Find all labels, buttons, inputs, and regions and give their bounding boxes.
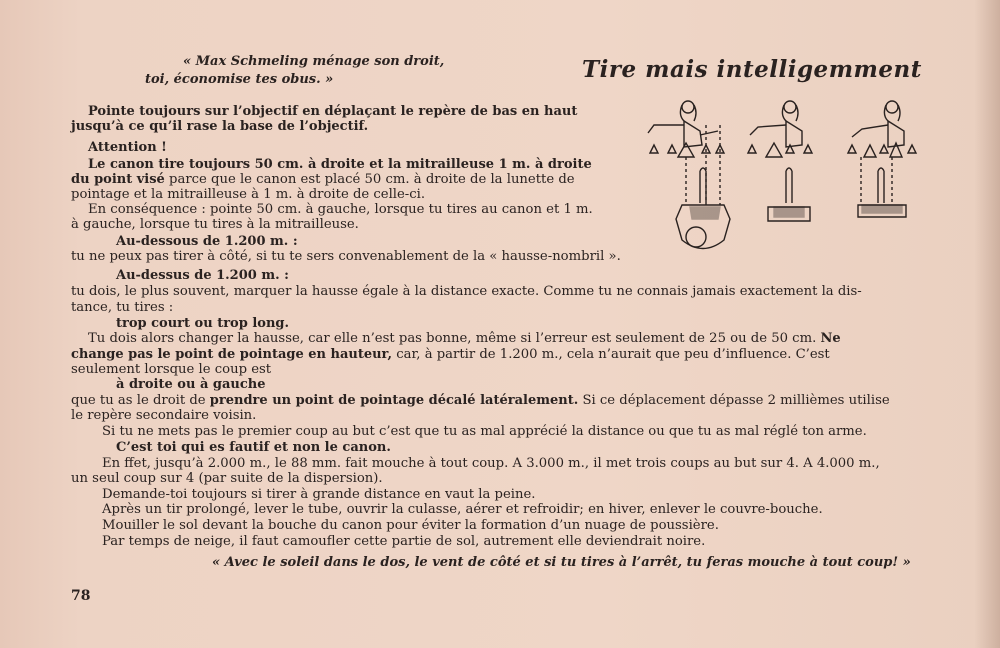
- short-long-line-1: [88, 331, 841, 346]
- paragraph-1-line-1: Pointe toujours sur l’objectif en déplaçant le repère de bas en haut: [88, 104, 578, 119]
- paragraph-2-line-2-rest: parce que le canon est placé 50 cm. à droite de la lunette de: [169, 172, 575, 187]
- paragraph-3-line-1: En conséquence : pointe 50 cm. à gauche, lorsque tu tires au canon et 1 m.: [88, 202, 593, 217]
- paragraph-3-line-2: à gauche, lorsque tu tires à la mitrailleuse.: [71, 217, 359, 232]
- opening-quote-line-2: toi, économise tes obus. »: [145, 72, 334, 87]
- fact-line-2: un seul coup sur 4 (par suite de la dispersion).: [71, 471, 383, 486]
- left-right-line-2: le repère secondaire voisin.: [71, 408, 257, 423]
- aiming-figure-1: [648, 101, 730, 249]
- closing-quote: « Avec le soleil dans le dos, le vent de côté et si tu tires à l’arrêt, tu feras mouche à tout coup! »: [212, 555, 911, 570]
- paragraph-2-line-3: pointage et la mitrailleuse à 1 m. à droite de celle-ci.: [71, 187, 426, 202]
- left-right-line-1-a: que tu as le droit de: [71, 393, 206, 408]
- attention-heading: Attention !: [88, 140, 167, 155]
- short-long-line-1-text: Tu dois alors changer la hausse, car elle n’est pas bonne, même si l’erreur est seulement de 25 ou de 50 cm.: [88, 331, 817, 346]
- short-long-line-1-bold: Ne: [820, 331, 841, 346]
- miss-line: Si tu ne mets pas le premier coup au but c’est que tu as mal apprécié la distance ou que tu as mal réglé ton arme.: [102, 424, 867, 439]
- paragraph-2-line-2: [71, 172, 575, 187]
- aiming-diagram: [640, 95, 930, 265]
- left-right-line-1: [71, 393, 890, 408]
- page-title: Tire mais intelligemment: [582, 56, 922, 83]
- after-firing-line: Après un tir prolongé, lever le tube, ouvrir la culasse, aérer et refroidir; en hiver, enlever le couvre-bouche.: [102, 502, 823, 517]
- left-right-line-1-bold: prendre un point de pointage décalé latéralement.: [209, 393, 579, 408]
- snow-line: Par temps de neige, il faut camoufler cette partie de sol, autrement elle deviendrait noire.: [102, 534, 706, 549]
- below-1200-heading: Au-dessous de 1.200 m. :: [116, 234, 298, 249]
- fact-line-1: En ffet, jusqu’à 2.000 m., le 88 mm. fait mouche à tout coup. A 3.000 m., il met trois coups au but sur 4. A 4.000 m.,: [102, 456, 880, 471]
- above-1200-line-1: tu dois, le plus souvent, marquer la hausse égale à la distance exacte. Comme tu ne connais jamais exactement la dis-: [71, 284, 862, 299]
- page-number: 78: [71, 588, 91, 604]
- left-right-line-1-b: Si ce déplacement dépasse 2 millièmes utilise: [582, 393, 890, 408]
- above-1200-heading: Au-dessus de 1.200 m. :: [116, 268, 289, 283]
- paragraph-1-line-2: jusqu’à ce qu’il rase la base de l’objectif.: [71, 119, 369, 134]
- page-binding-shadow: [974, 0, 1000, 648]
- above-1200-line-2: tance, tu tires :: [71, 300, 174, 315]
- left-right-heading: à droite ou à gauche: [116, 377, 266, 392]
- fault-heading: C’est toi qui es fautif et non le canon.: [116, 440, 391, 455]
- short-long-line-2-bold: change pas le point de pointage en hauteur,: [71, 347, 392, 362]
- short-long-line-2: [71, 347, 830, 362]
- below-1200-text: tu ne peux pas tirer à côté, si tu te sers convenablement de la « hausse-nombril ».: [71, 249, 621, 264]
- opening-quote-line-1: « Max Schmeling ménage son droit,: [183, 54, 445, 69]
- short-long-line-2-rest: car, à partir de 1.200 m., cela n’aurait que peu d’influence. C’est: [396, 347, 830, 362]
- ask-line: Demande-toi toujours si tirer à grande distance en vaut la peine.: [102, 487, 536, 502]
- short-long-heading: trop court ou trop long.: [116, 316, 290, 331]
- paragraph-2-line-1: Le canon tire toujours 50 cm. à droite et la mitrailleuse 1 m. à droite: [88, 157, 592, 172]
- paragraph-2-line-2-bold: du point visé: [71, 172, 165, 187]
- aiming-figure-3: [848, 101, 916, 217]
- aiming-figure-2: [748, 101, 812, 221]
- short-long-line-3: seulement lorsque le coup est: [71, 362, 272, 377]
- wet-ground-line: Mouiller le sol devant la bouche du canon pour éviter la formation d’un nuage de poussière.: [102, 518, 719, 533]
